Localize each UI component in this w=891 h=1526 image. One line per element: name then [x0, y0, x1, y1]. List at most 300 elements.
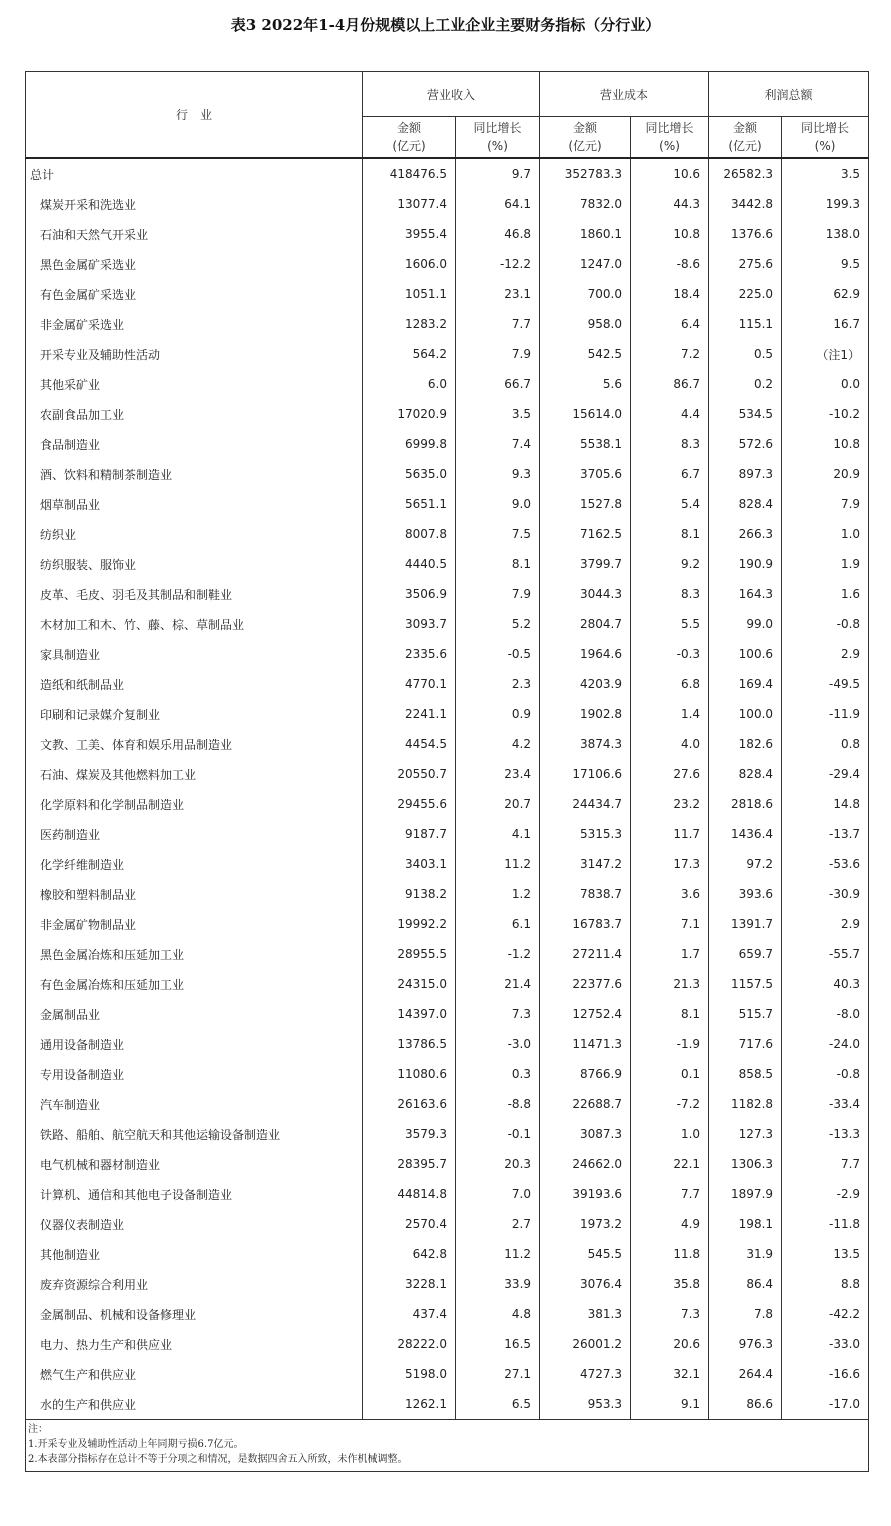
cost-amount-cell: 5315.3: [540, 819, 631, 849]
cost-amount-cell: 4727.3: [540, 1359, 631, 1389]
profit-amount-cell: 828.4: [709, 759, 782, 789]
revenue-amount-cell: 3506.9: [363, 579, 456, 609]
industry-name-cell: 铁路、船舶、航空航天和其他运输设备制造业: [26, 1119, 363, 1149]
profit-growth-cell: -17.0: [782, 1389, 869, 1420]
cost-amount-cell: 27211.4: [540, 939, 631, 969]
profit-growth-cell: 16.7: [782, 309, 869, 339]
profit-growth-cell: 7.9: [782, 489, 869, 519]
cost-growth-cell: -8.6: [631, 249, 709, 279]
revenue-growth-cell: 8.1: [456, 549, 540, 579]
revenue-amount-cell: 4440.5: [363, 549, 456, 579]
cost-amount-cell: 1902.8: [540, 699, 631, 729]
profit-amount-cell: 717.6: [709, 1029, 782, 1059]
profit-amount-cell: 858.5: [709, 1059, 782, 1089]
revenue-growth-cell: 2.7: [456, 1209, 540, 1239]
profit-growth-cell: -2.9: [782, 1179, 869, 1209]
cost-growth-cell: 9.2: [631, 549, 709, 579]
revenue-growth-cell: 11.2: [456, 1239, 540, 1269]
revenue-growth-cell: -0.5: [456, 639, 540, 669]
revenue-growth-cell: 4.1: [456, 819, 540, 849]
profit-growth-cell: 7.7: [782, 1149, 869, 1179]
revenue-growth-cell: 46.8: [456, 219, 540, 249]
cost-growth-cell: 23.2: [631, 789, 709, 819]
cost-growth-cell: 9.1: [631, 1389, 709, 1420]
profit-amount-cell: 1897.9: [709, 1179, 782, 1209]
cost-growth-cell: 11.7: [631, 819, 709, 849]
industry-name-cell: 电力、热力生产和供应业: [26, 1329, 363, 1359]
table-row: [26, 729, 869, 759]
revenue-growth-header: [456, 117, 540, 159]
cost-growth-cell: 11.8: [631, 1239, 709, 1269]
industry-name-cell: 金属制品、机械和设备修理业: [26, 1299, 363, 1329]
table-row: [26, 759, 869, 789]
cost-growth-cell: 5.4: [631, 489, 709, 519]
cost-amount-cell: 3874.3: [540, 729, 631, 759]
industry-name-cell: 通用设备制造业: [26, 1029, 363, 1059]
growth-header-line: (%): [659, 139, 680, 153]
industry-name-cell: 其他采矿业: [26, 369, 363, 399]
industry-name-cell: 印刷和记录媒介复制业: [26, 699, 363, 729]
cost-growth-cell: -0.3: [631, 639, 709, 669]
table-row: [26, 369, 869, 399]
revenue-amount-cell: 418476.5: [363, 158, 456, 189]
profit-growth-cell: 1.6: [782, 579, 869, 609]
cost-amount-cell: 22688.7: [540, 1089, 631, 1119]
revenue-growth-cell: 5.2: [456, 609, 540, 639]
cost-amount-cell: 3799.7: [540, 549, 631, 579]
revenue-amount-cell: 5635.0: [363, 459, 456, 489]
table-row: [26, 339, 869, 369]
profit-amount-cell: 275.6: [709, 249, 782, 279]
cost-growth-cell: 7.3: [631, 1299, 709, 1329]
table-row: [26, 609, 869, 639]
profit-amount-cell: 115.1: [709, 309, 782, 339]
profit-growth-cell: -16.6: [782, 1359, 869, 1389]
table-row: [26, 849, 869, 879]
profit-amount-cell: 1391.7: [709, 909, 782, 939]
revenue-growth-cell: 7.9: [456, 579, 540, 609]
cost-amount-cell: 7832.0: [540, 189, 631, 219]
industry-name-cell: 总计: [26, 158, 363, 189]
cost-amount-cell: 7838.7: [540, 879, 631, 909]
table-row: [26, 789, 869, 819]
table-row: [26, 939, 869, 969]
revenue-growth-cell: 23.4: [456, 759, 540, 789]
table-row: [26, 1209, 869, 1239]
financial-indicators-table: [25, 71, 869, 1472]
table-row: [26, 1149, 869, 1179]
revenue-amount-cell: 3093.7: [363, 609, 456, 639]
cost-amount-cell: 1860.1: [540, 219, 631, 249]
profit-growth-cell: -30.9: [782, 879, 869, 909]
revenue-amount-cell: 3579.3: [363, 1119, 456, 1149]
profit-amount-cell: 100.6: [709, 639, 782, 669]
growth-header-line: 同比增长: [645, 121, 694, 135]
profit-growth-cell: 2.9: [782, 639, 869, 669]
table-row: [26, 1329, 869, 1359]
profit-growth-cell: -33.4: [782, 1089, 869, 1119]
cost-amount-cell: 24662.0: [540, 1149, 631, 1179]
revenue-amount-cell: 4770.1: [363, 669, 456, 699]
revenue-growth-cell: 66.7: [456, 369, 540, 399]
table-row: [26, 819, 869, 849]
cost-growth-cell: 4.4: [631, 399, 709, 429]
note-1: 1.开采专业及辅助性活动上年同期亏损6.7亿元。: [28, 1439, 244, 1450]
revenue-growth-cell: 20.7: [456, 789, 540, 819]
industry-name-cell: 非金属矿采选业: [26, 309, 363, 339]
cost-amount-cell: 17106.6: [540, 759, 631, 789]
cost-growth-cell: 1.4: [631, 699, 709, 729]
cost-amount-cell: 8766.9: [540, 1059, 631, 1089]
industry-name-cell: 电气机械和器材制造业: [26, 1149, 363, 1179]
revenue-growth-cell: 64.1: [456, 189, 540, 219]
industry-name-cell: 有色金属冶炼和压延加工业: [26, 969, 363, 999]
revenue-amount-cell: 17020.9: [363, 399, 456, 429]
profit-amount-cell: 169.4: [709, 669, 782, 699]
revenue-amount-cell: 2570.4: [363, 1209, 456, 1239]
cost-amount-cell: 2804.7: [540, 609, 631, 639]
cost-growth-cell: 0.1: [631, 1059, 709, 1089]
profit-amount-cell: 659.7: [709, 939, 782, 969]
revenue-amount-cell: 6.0: [363, 369, 456, 399]
revenue-amount-cell: 13786.5: [363, 1029, 456, 1059]
profit-growth-cell: -0.8: [782, 609, 869, 639]
table-row: [26, 249, 869, 279]
industry-name-cell: 金属制品业: [26, 999, 363, 1029]
revenue-amount-cell: 6999.8: [363, 429, 456, 459]
cost-amount-cell: 3705.6: [540, 459, 631, 489]
revenue-growth-cell: -1.2: [456, 939, 540, 969]
cost-amount-cell: 1247.0: [540, 249, 631, 279]
table-row: [26, 1269, 869, 1299]
amount-header-line: (亿元): [392, 139, 426, 153]
table-row: [26, 1059, 869, 1089]
revenue-growth-cell: -8.8: [456, 1089, 540, 1119]
revenue-amount-cell: 28395.7: [363, 1149, 456, 1179]
cost-amount-cell: 16783.7: [540, 909, 631, 939]
revenue-growth-cell: 16.5: [456, 1329, 540, 1359]
cost-growth-cell: 18.4: [631, 279, 709, 309]
table-row: [26, 1359, 869, 1389]
cost-header: 营业成本: [540, 72, 709, 117]
profit-amount-cell: 2818.6: [709, 789, 782, 819]
profit-amount-cell: 393.6: [709, 879, 782, 909]
profit-amount-cell: 264.4: [709, 1359, 782, 1389]
profit-amount-cell: 225.0: [709, 279, 782, 309]
revenue-growth-cell: 9.0: [456, 489, 540, 519]
industry-name-cell: 酒、饮料和精制茶制造业: [26, 459, 363, 489]
industry-name-cell: 纺织服装、服饰业: [26, 549, 363, 579]
table-row: [26, 429, 869, 459]
revenue-amount-cell: 28222.0: [363, 1329, 456, 1359]
revenue-growth-cell: 21.4: [456, 969, 540, 999]
cost-growth-cell: 17.3: [631, 849, 709, 879]
revenue-amount-cell: 44814.8: [363, 1179, 456, 1209]
table-row: [26, 879, 869, 909]
profit-growth-cell: 138.0: [782, 219, 869, 249]
profit-growth-cell: 8.8: [782, 1269, 869, 1299]
profit-growth-cell: -11.8: [782, 1209, 869, 1239]
cost-growth-cell: 6.7: [631, 459, 709, 489]
industry-name-cell: 文教、工美、体育和娱乐用品制造业: [26, 729, 363, 759]
revenue-amount-cell: 3955.4: [363, 219, 456, 249]
cost-amount-cell: 1527.8: [540, 489, 631, 519]
profit-amount-cell: 99.0: [709, 609, 782, 639]
growth-header-line: 同比增长: [473, 121, 522, 135]
profit-amount-cell: 1157.5: [709, 969, 782, 999]
revenue-growth-cell: 0.3: [456, 1059, 540, 1089]
profit-growth-cell: 2.9: [782, 909, 869, 939]
cost-amount-cell: 5.6: [540, 369, 631, 399]
profit-amount-cell: 0.5: [709, 339, 782, 369]
revenue-amount-cell: 29455.6: [363, 789, 456, 819]
table-row: [26, 279, 869, 309]
revenue-growth-cell: -3.0: [456, 1029, 540, 1059]
industry-name-cell: 其他制造业: [26, 1239, 363, 1269]
table-row: [26, 699, 869, 729]
cost-growth-cell: 7.1: [631, 909, 709, 939]
profit-growth-cell: 0.8: [782, 729, 869, 759]
industry-name-cell: 木材加工和木、竹、藤、棕、草制品业: [26, 609, 363, 639]
table-row: [26, 969, 869, 999]
revenue-amount-cell: 3228.1: [363, 1269, 456, 1299]
revenue-growth-cell: 7.9: [456, 339, 540, 369]
revenue-amount-cell: 4454.5: [363, 729, 456, 759]
cost-amount-cell: 958.0: [540, 309, 631, 339]
cost-amount-header: [540, 117, 631, 159]
profit-amount-cell: 3442.8: [709, 189, 782, 219]
profit-amount-cell: 828.4: [709, 489, 782, 519]
revenue-amount-cell: 564.2: [363, 339, 456, 369]
industry-name-cell: 汽车制造业: [26, 1089, 363, 1119]
revenue-amount-cell: 437.4: [363, 1299, 456, 1329]
cost-growth-cell: 7.7: [631, 1179, 709, 1209]
growth-header-line: 同比增长: [801, 121, 850, 135]
notes-label: 注：: [28, 1424, 48, 1435]
revenue-amount-cell: 9138.2: [363, 879, 456, 909]
profit-growth-cell: -8.0: [782, 999, 869, 1029]
revenue-amount-cell: 8007.8: [363, 519, 456, 549]
profit-growth-cell: 62.9: [782, 279, 869, 309]
profit-amount-cell: 572.6: [709, 429, 782, 459]
profit-amount-cell: 164.3: [709, 579, 782, 609]
table-row: [26, 1119, 869, 1149]
cost-amount-cell: 12752.4: [540, 999, 631, 1029]
cost-growth-cell: 7.2: [631, 339, 709, 369]
profit-amount-cell: 897.3: [709, 459, 782, 489]
profit-growth-cell: -29.4: [782, 759, 869, 789]
industry-name-cell: 食品制造业: [26, 429, 363, 459]
profit-growth-cell: -33.0: [782, 1329, 869, 1359]
industry-name-cell: 石油、煤炭及其他燃料加工业: [26, 759, 363, 789]
profit-amount-cell: 534.5: [709, 399, 782, 429]
amount-header-line: (亿元): [568, 139, 602, 153]
page-title: 表3 2022年1-4月份规模以上工业企业主要财务指标（分行业）: [230, 16, 661, 34]
industry-name-cell: 专用设备制造业: [26, 1059, 363, 1089]
cost-growth-cell: -1.9: [631, 1029, 709, 1059]
industry-name-cell: 造纸和纸制品业: [26, 669, 363, 699]
profit-growth-cell: （注1）: [782, 339, 869, 369]
cost-growth-cell: 44.3: [631, 189, 709, 219]
revenue-amount-cell: 1606.0: [363, 249, 456, 279]
profit-growth-cell: 3.5: [782, 158, 869, 189]
table-row: [26, 639, 869, 669]
revenue-growth-cell: 7.4: [456, 429, 540, 459]
revenue-amount-cell: 13077.4: [363, 189, 456, 219]
cost-growth-cell: -7.2: [631, 1089, 709, 1119]
profit-amount-cell: 1182.8: [709, 1089, 782, 1119]
cost-growth-cell: 10.6: [631, 158, 709, 189]
profit-amount-cell: 97.2: [709, 849, 782, 879]
cost-growth-cell: 8.1: [631, 999, 709, 1029]
revenue-amount-cell: 20550.7: [363, 759, 456, 789]
table-row: [26, 1299, 869, 1329]
cost-growth-cell: 8.3: [631, 429, 709, 459]
growth-header-line: (%): [487, 139, 508, 153]
cost-growth-cell: 5.5: [631, 609, 709, 639]
cost-growth-cell: 20.6: [631, 1329, 709, 1359]
profit-amount-cell: 1376.6: [709, 219, 782, 249]
revenue-growth-cell: 2.3: [456, 669, 540, 699]
revenue-growth-cell: 4.2: [456, 729, 540, 759]
amount-header-line: (亿元): [728, 139, 762, 153]
table-notes: [26, 1420, 869, 1472]
industry-name-cell: 仪器仪表制造业: [26, 1209, 363, 1239]
revenue-amount-cell: 5198.0: [363, 1359, 456, 1389]
cost-growth-cell: 27.6: [631, 759, 709, 789]
revenue-amount-cell: 11080.6: [363, 1059, 456, 1089]
revenue-growth-cell: 20.3: [456, 1149, 540, 1179]
amount-header-line: 金额: [733, 121, 758, 135]
profit-amount-cell: 266.3: [709, 519, 782, 549]
profit-growth-cell: -13.3: [782, 1119, 869, 1149]
revenue-growth-cell: 23.1: [456, 279, 540, 309]
note-2: 2.本表部分指标存在总计不等于分项之和情况，是数据四舍五入所致，未作机械调整。: [28, 1454, 408, 1465]
industry-name-cell: 纺织业: [26, 519, 363, 549]
revenue-amount-cell: 1262.1: [363, 1389, 456, 1420]
table-row: [26, 999, 869, 1029]
industry-name-cell: 废弃资源综合利用业: [26, 1269, 363, 1299]
table-row: [26, 549, 869, 579]
industry-name-cell: 黑色金属矿采选业: [26, 249, 363, 279]
cost-growth-header: [631, 117, 709, 159]
revenue-growth-cell: 4.8: [456, 1299, 540, 1329]
table-row: [26, 219, 869, 249]
cost-amount-cell: 24434.7: [540, 789, 631, 819]
profit-growth-cell: 1.0: [782, 519, 869, 549]
industry-name-cell: 煤炭开采和洗选业: [26, 189, 363, 219]
revenue-growth-cell: -12.2: [456, 249, 540, 279]
industry-name-cell: 医药制造业: [26, 819, 363, 849]
cost-amount-cell: 3076.4: [540, 1269, 631, 1299]
revenue-amount-cell: 24315.0: [363, 969, 456, 999]
cost-amount-cell: 545.5: [540, 1239, 631, 1269]
table-row: [26, 1239, 869, 1269]
cost-amount-cell: 39193.6: [540, 1179, 631, 1209]
industry-name-cell: 燃气生产和供应业: [26, 1359, 363, 1389]
cost-growth-cell: 22.1: [631, 1149, 709, 1179]
profit-growth-cell: 9.5: [782, 249, 869, 279]
profit-growth-header: [782, 117, 869, 159]
revenue-amount-cell: 9187.7: [363, 819, 456, 849]
industry-name-cell: 皮革、毛皮、羽毛及其制品和制鞋业: [26, 579, 363, 609]
revenue-amount-cell: 19992.2: [363, 909, 456, 939]
profit-growth-cell: 0.0: [782, 369, 869, 399]
profit-amount-cell: 198.1: [709, 1209, 782, 1239]
table-row: [26, 1389, 869, 1420]
profit-growth-cell: -11.9: [782, 699, 869, 729]
cost-growth-cell: 8.1: [631, 519, 709, 549]
industry-name-cell: 烟草制品业: [26, 489, 363, 519]
industry-name-cell: 有色金属矿采选业: [26, 279, 363, 309]
revenue-amount-cell: 5651.1: [363, 489, 456, 519]
profit-amount-cell: 1306.3: [709, 1149, 782, 1179]
table-row: [26, 1089, 869, 1119]
table-row: [26, 579, 869, 609]
cost-growth-cell: 6.4: [631, 309, 709, 339]
profit-header: 利润总额: [709, 72, 869, 117]
table-row: [26, 459, 869, 489]
cost-growth-cell: 4.0: [631, 729, 709, 759]
revenue-growth-cell: 7.3: [456, 999, 540, 1029]
profit-growth-cell: -42.2: [782, 1299, 869, 1329]
profit-growth-cell: -0.8: [782, 1059, 869, 1089]
revenue-growth-cell: 7.0: [456, 1179, 540, 1209]
revenue-amount-cell: 2335.6: [363, 639, 456, 669]
revenue-growth-cell: 27.1: [456, 1359, 540, 1389]
revenue-growth-cell: 3.5: [456, 399, 540, 429]
cost-amount-cell: 3087.3: [540, 1119, 631, 1149]
profit-amount-cell: 100.0: [709, 699, 782, 729]
total-row: [26, 158, 869, 189]
cost-amount-cell: 1964.6: [540, 639, 631, 669]
table-row: [26, 489, 869, 519]
cost-growth-cell: 35.8: [631, 1269, 709, 1299]
revenue-amount-cell: 26163.6: [363, 1089, 456, 1119]
revenue-amount-cell: 1051.1: [363, 279, 456, 309]
revenue-amount-cell: 3403.1: [363, 849, 456, 879]
industry-name-cell: 家具制造业: [26, 639, 363, 669]
revenue-growth-cell: -0.1: [456, 1119, 540, 1149]
industry-name-cell: 化学纤维制造业: [26, 849, 363, 879]
profit-amount-cell: 190.9: [709, 549, 782, 579]
profit-amount-cell: 86.6: [709, 1389, 782, 1420]
cost-amount-cell: 381.3: [540, 1299, 631, 1329]
profit-growth-cell: -24.0: [782, 1029, 869, 1059]
cost-growth-cell: 3.6: [631, 879, 709, 909]
table-row: [26, 309, 869, 339]
profit-growth-cell: 20.9: [782, 459, 869, 489]
revenue-growth-cell: 6.5: [456, 1389, 540, 1420]
industry-header: 行 业: [26, 72, 363, 159]
cost-amount-cell: 26001.2: [540, 1329, 631, 1359]
industry-name-cell: 计算机、通信和其他电子设备制造业: [26, 1179, 363, 1209]
profit-amount-cell: 515.7: [709, 999, 782, 1029]
cost-amount-cell: 3044.3: [540, 579, 631, 609]
revenue-amount-cell: 1283.2: [363, 309, 456, 339]
revenue-amount-cell: 2241.1: [363, 699, 456, 729]
industry-name-cell: 石油和天然气开采业: [26, 219, 363, 249]
revenue-growth-cell: 33.9: [456, 1269, 540, 1299]
amount-header-line: 金额: [573, 121, 598, 135]
profit-growth-cell: 14.8: [782, 789, 869, 819]
profit-amount-cell: 0.2: [709, 369, 782, 399]
profit-growth-cell: 40.3: [782, 969, 869, 999]
cost-growth-cell: 1.0: [631, 1119, 709, 1149]
cost-amount-cell: 11471.3: [540, 1029, 631, 1059]
industry-name-cell: 开采专业及辅助性活动: [26, 339, 363, 369]
cost-amount-cell: 7162.5: [540, 519, 631, 549]
